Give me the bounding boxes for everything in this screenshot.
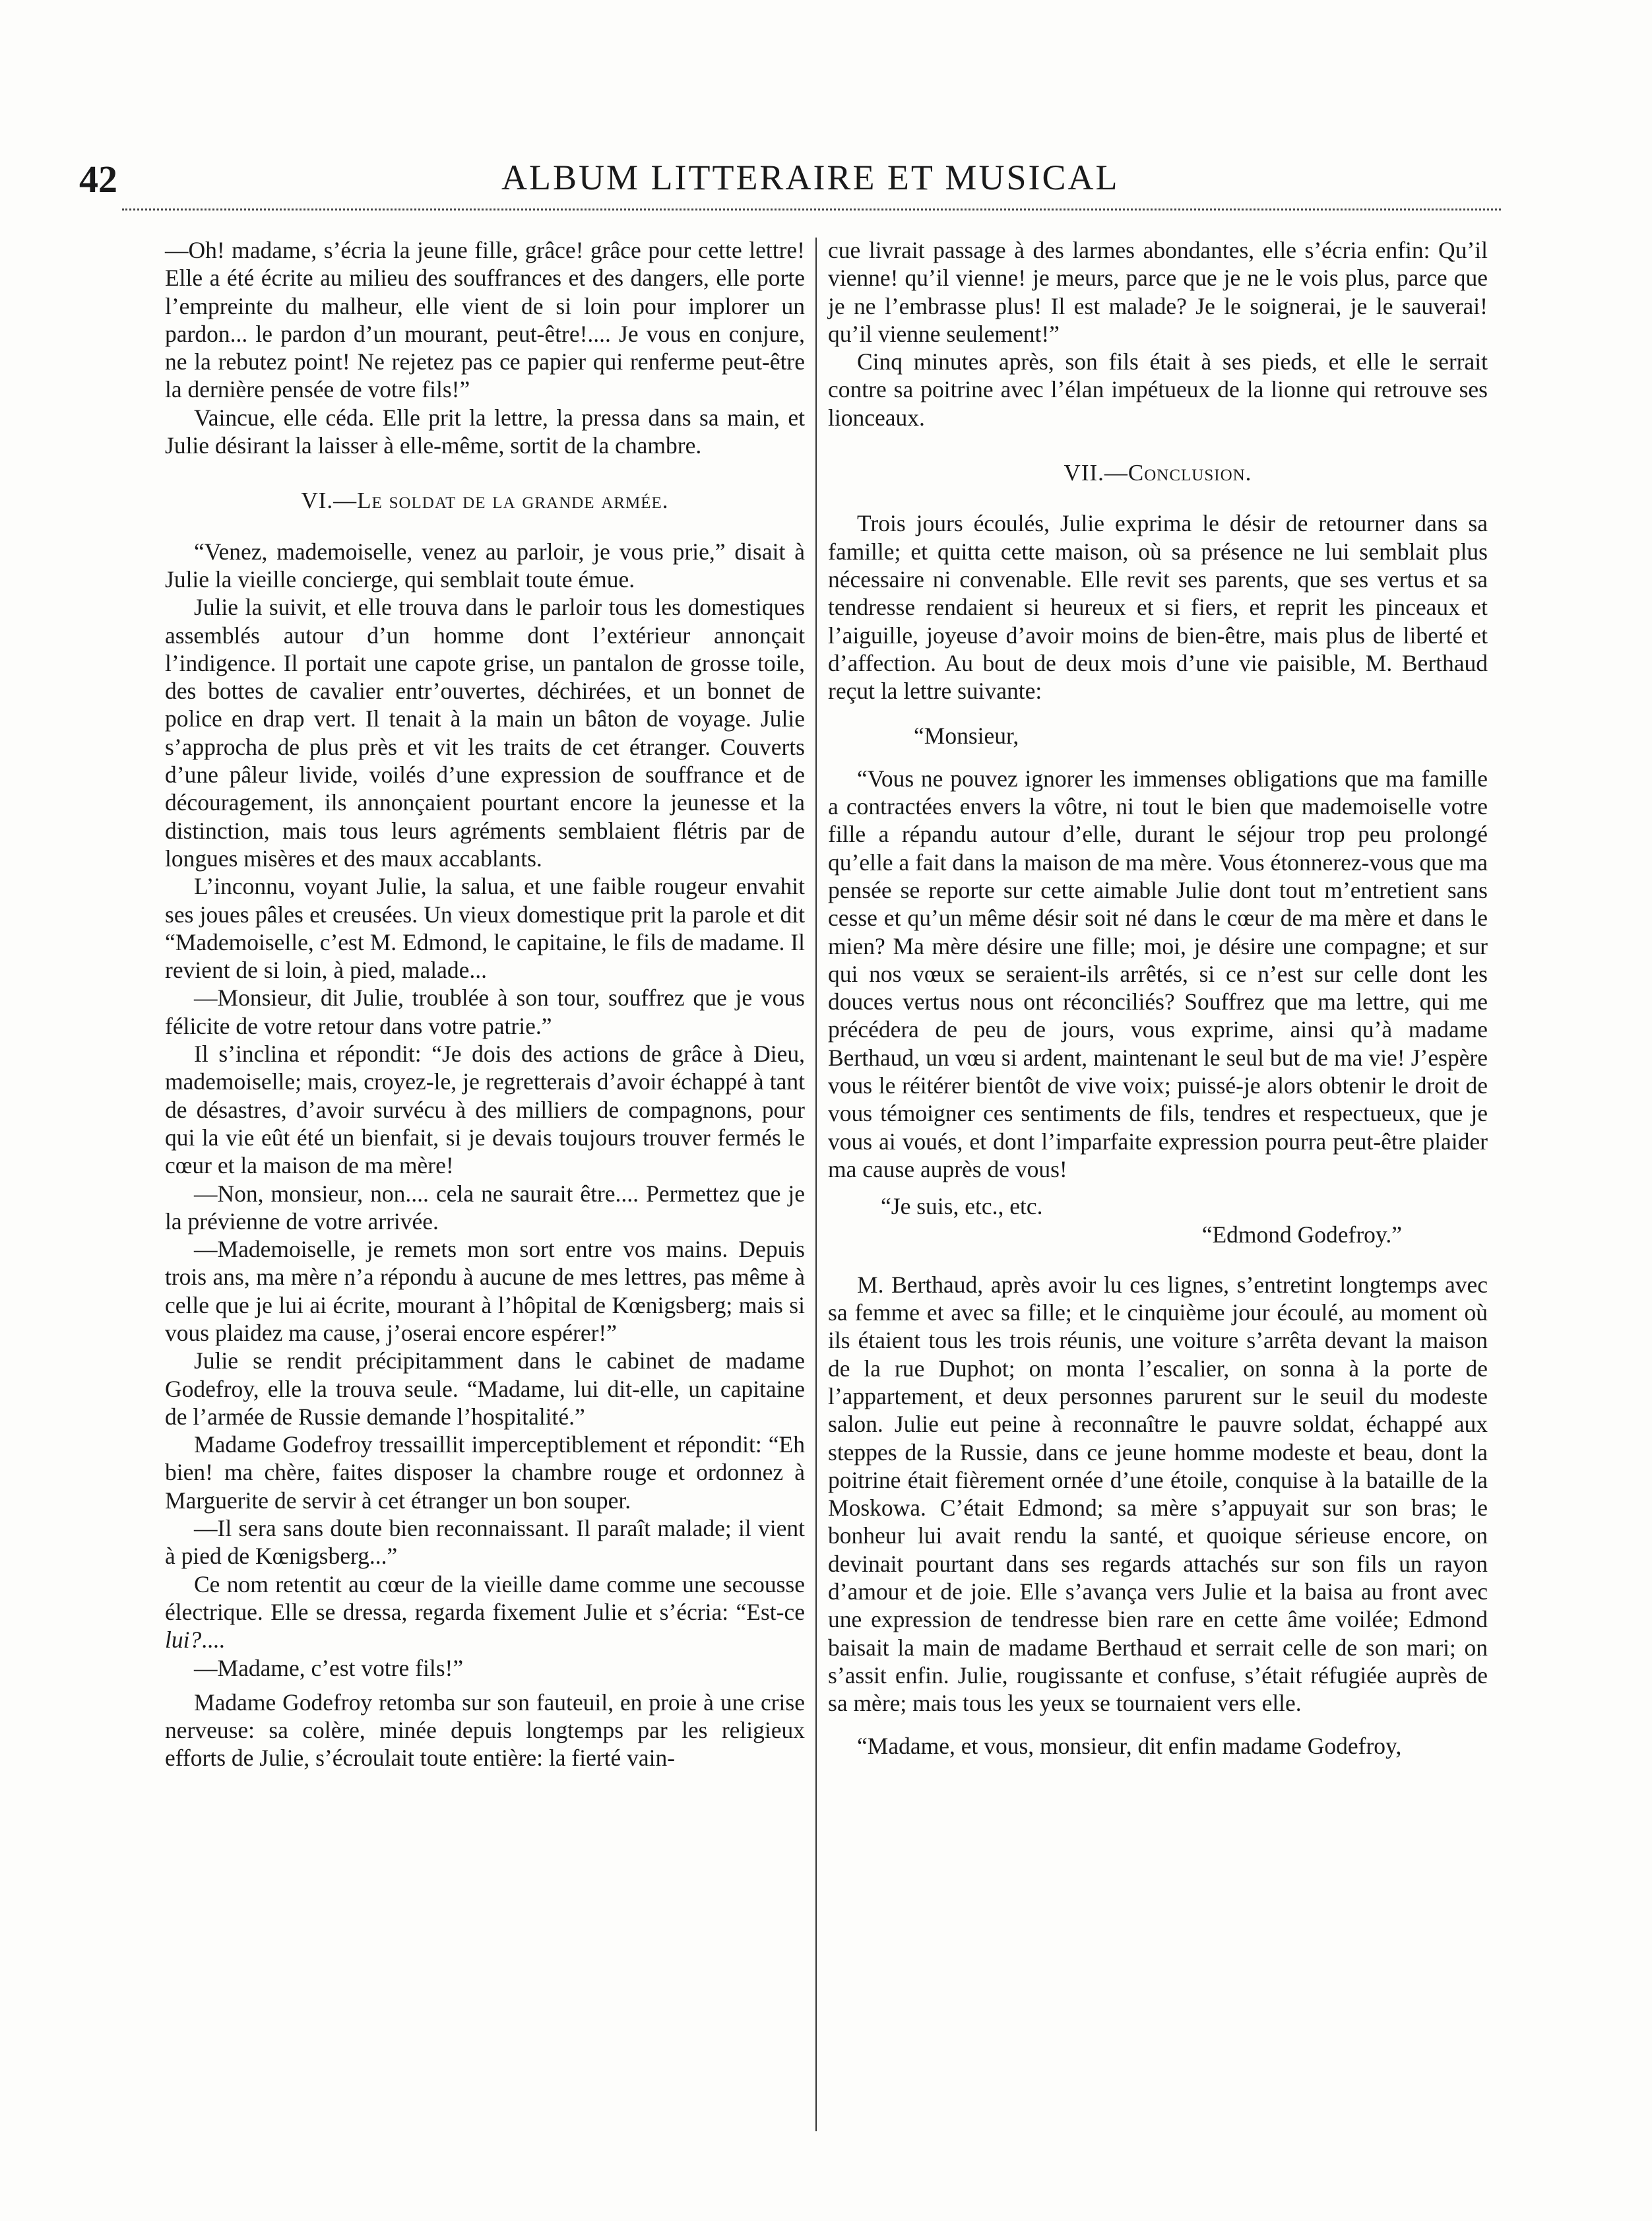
paragraph: —Mademoiselle, je remets mon sort entre vos mains. Depuis trois ans, ma mère n’a répondu à aucune de mes lettres, pas même à celle que je lui ai écrite, mourant à l’hôpital de Kœnigsberg; mais si vous plaidez ma cause, j’oserai encore espérer!” — [165, 1236, 805, 1346]
left-column — [165, 236, 805, 1772]
paragraph: —Madame, c’est votre fils!” — [194, 1654, 464, 1681]
paragraph: M. Berthaud, après avoir lu ces lignes, s’entretint longtemps avec sa femme et avec sa fille; et le cinquième jour écoulé, au moment où ils étaient tous les trois réunis, une voiture s’arrêta devant la maison de la rue Duphot; on monta l’escalier, on sonna à la porte de l’appartement, et deux personnes parurent sur le seuil du modeste salon. Julie eut peine à reconnaître le pauvre soldat, échappé aux steppes de la Russie, dans ce jeune homme modeste et beau, dont la poitrine était fièrement ornée d’une étoile, conquise à la bataille de la Moskowa. C’était Edmond; sa mère s’appuyait sur son bras; le bonheur lui avait rendu la santé, et quoique sérieuse encore, on devinait pourtant dans ses regards attachés sur son fils un rayon d’amour et de joie. Elle s’avança vers Julie et la baisa au front avec une expression de tendresse bien rare en cette âme voilée; Edmond baisait la main de madame Berthaud et serrait celle de son mari; on s’assit enfin. Julie, rougissante et confuse, s’était réfugiée auprès de sa mère; mais tous les yeux se tournaient vers elle. — [828, 1271, 1488, 1717]
paragraph: —Il sera sans doute bien reconnaissant. Il paraît malade; il vient à pied de Kœnigsberg...” — [165, 1515, 805, 1570]
letter-body: “Vous ne pouvez ignorer les immenses obligations que ma famille a contractées envers la vôtre, ni tout le bien que mademoiselle votre fille a répandu autour d’elle, durant le séjour trop peu prolongé qu’elle a fait dans la maison de ma mère. Vous étonnerez-vous que ma pensée se reporte sur cette aimable Julie dont tout m’entretient sans cesse et qu’un même désir soit né dans le cœur de ma mère et dans le mien? Ma mère désire une fille; moi, je désire une compagne; et sur qui nos vœux se seraient-ils arrêtés, si ce n’est sur celle dont les douces vertus nous ont réconciliés? Souffrez que ma lettre, qui me précédera de peu de jours, vous exprime, ainsi qu’à madame Berthaud, un vœu si ardent, maintenant le seul but de ma vie! J’espère vous le réitérer bientôt de vive voix; puissé-je alors obtenir le droit de vous témoigner ces sentiments de fils, tendres et respectueux, que je vous ai voués, et dont l’imparfaite expression pourra peut-être plaider ma cause auprès de vous! — [828, 765, 1488, 1182]
paragraph: Il s’inclina et répondit: “Je dois des actions de grâce à Dieu, mademoiselle; mais, croyez-le, je regretterais d’avoir échappé à tant de désastres, d’avoir survécu à des milliers de compagnons, pour qui la vie eût été un bienfait, si je devais toujours trouver fermés le cœur et la maison de ma mère! — [165, 1041, 805, 1179]
paragraph-text-end: .... — [201, 1626, 225, 1654]
running-title: ALBUM LITTERAIRE ET MUSICAL — [501, 158, 1120, 197]
section-heading: VII.—Conclusion. — [1064, 460, 1252, 486]
paragraph: —Non, monsieur, non.... cela ne saurait être.... Permettez que je la prévienne de votre arrivée. — [165, 1180, 805, 1235]
section-heading: VI.—Le soldat de la grande armée. — [301, 488, 669, 514]
paragraph: L’inconnu, voyant Julie, la salua, et une faible rougeur envahit ses joues pâles et creusées. Un vieux domestique prit la parole et dit “Mademoiselle, c’est M. Edmond, le capitaine, le fils de madame. Il revient de si loin, à pied, malade... — [165, 873, 805, 984]
paragraph: cue livrait passage à des larmes abondantes, elle s’écria enfin: Qu’il vienne! qu’il vienne! je meurs, parce que je ne le vois plus, parce que je ne l’embrasse plus! Il est malade? Je le soignerai, je le sauverai! qu’il vienne seulement!” — [828, 237, 1488, 347]
paragraph: —Monsieur, dit Julie, troublée à son tour, souffrez que je vous félicite de votre retour dans votre patrie.” — [165, 984, 805, 1039]
right-column — [828, 236, 1488, 1760]
page-header — [0, 150, 1652, 210]
letter-closing: “Je suis, etc., etc. — [881, 1193, 1043, 1220]
italic-text: lui? — [165, 1626, 202, 1654]
paragraph: “Madame, et vous, monsieur, dit enfin madame Godefroy, — [857, 1732, 1402, 1759]
paragraph-text: Ce nom retentit au cœur de la vieille dame comme une secousse électrique. Elle se dressa, regarda fixement Julie et s’écria: “Est-ce — [165, 1570, 805, 1625]
paragraph: —Oh! madame, s’écria la jeune fille, grâce! grâce pour cette lettre! Elle a été écrite au milieu des souffrances et des dangers, elle porte l’empreinte du malheur, elle vient de si loin pour implorer un pardon... le pardon d’un mourant, peut-être!.... Je vous en conjure, ne la rebutez point! Ne rejetez pas ce papier qui renferme peut-être la dernière pensée de votre fils!” — [165, 237, 805, 403]
paragraph — [165, 1570, 805, 1654]
paragraph: Trois jours écoulés, Julie exprima le désir de retourner dans sa famille; et quitta cette maison, où sa présence ne lui semblait plus nécessaire ni convenable. Elle revit ses parents, que ses vertus et sa tendresse rendaient si heureux et si fiers, et reprit les pinceaux et l’aiguille, joyeuse d’avoir moins de bien-être, mais plus de liberté et d’affection. Au bout de deux mois d’une vie paisible, M. Berthaud reçut la lettre suivante: — [828, 510, 1488, 705]
paragraph: “Venez, mademoiselle, venez au parloir, je vous prie,” disait à Julie la vieille concierge, qui semblait toute émue. — [165, 538, 805, 593]
paragraph: Cinq minutes après, son fils était à ses pieds, et elle le serrait contre sa poitrine avec l’élan impétueux de la lionne qui retrouve ses lionceaux. — [828, 348, 1488, 431]
paragraph: Julie se rendit précipitamment dans le cabinet de madame Godefroy, elle la trouva seule. “Madame, lui dit-elle, un capitaine de l’armée de Russie demande l’hospitalité.” — [165, 1347, 805, 1430]
paragraph: Madame Godefroy tressaillit imperceptiblement et répondit: “Eh bien! ma chère, faites disposer la chambre rouge et ordonnez à Marguerite de servir à cet étranger un bon souper. — [165, 1431, 805, 1514]
paragraph: Vaincue, elle céda. Elle prit la lettre, la pressa dans sa main, et Julie désirant la laisser à elle-même, sortit de la chambre. — [165, 404, 805, 459]
paragraph: Julie la suivit, et elle trouva dans le parloir tous les domestiques assemblés autour d’un homme dont l’extérieur annonçait l’indigence. Il portait une capote grise, un pantalon de grosse toile, des bottes de cavalier entr’ouvertes, déchirées, et un bonnet de police en drap vert. Il tenait à la main un bâton de voyage. Julie s’approcha de plus près et vit les traits de cet étranger. Couverts d’une pâleur livide, voilés d’une expression de souffrance et de découragement, ils annonçaient pourtant encore la jeunesse et la distinction, mais tous leurs agréments semblaient flétris par de longues misères et des maux accablants. — [165, 594, 805, 872]
letter-signature: “Edmond Godefroy.” — [1201, 1221, 1402, 1248]
letter-salutation: “Monsieur, — [914, 723, 1019, 750]
paragraph: Madame Godefroy retomba sur son fauteuil, en proie à une crise nerveuse: sa colère, minée depuis longtemps par les religieux efforts de Julie, s’écroulait toute entière: la fierté vain- — [165, 1689, 805, 1772]
header-rule — [122, 209, 1501, 210]
page-number: 42 — [79, 158, 117, 201]
column-divider — [815, 238, 817, 2131]
